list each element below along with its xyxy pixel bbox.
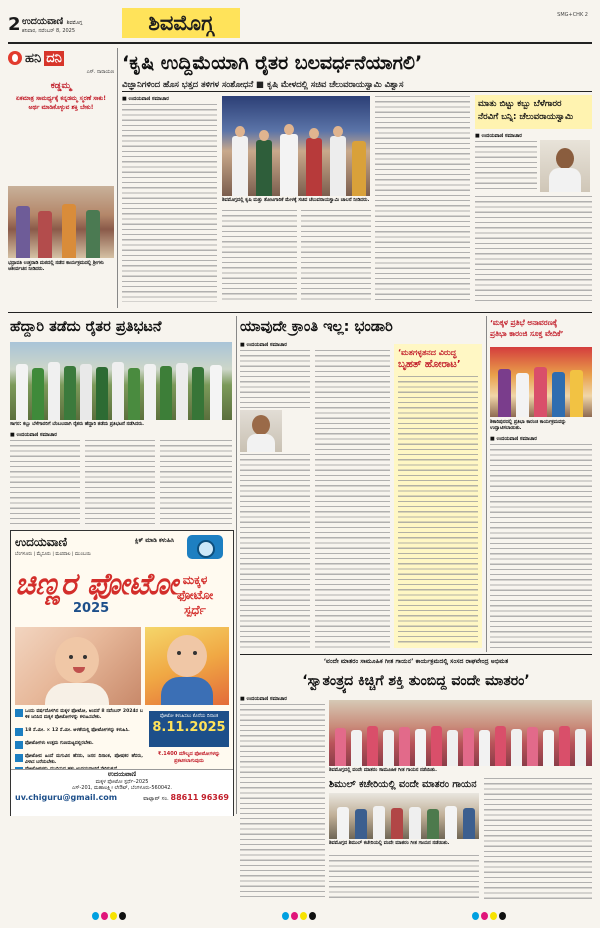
- right-story-text-b: [475, 196, 592, 302]
- edition-banner: [122, 8, 240, 38]
- column-brand-b: ದನಿ: [46, 50, 62, 66]
- section-rule-2: [240, 654, 592, 655]
- lead-subhead: ವಿಜ್ಞಾನಿಗಳಿಂದ ಹೊಸ ಭತ್ತದ ತಳಿಗಳ ಸಂಶೋಧನೆ ■ ಕೃಷಿ ಮೇಳದಲ್ಲಿ ಸಚಿವ ಚೆಲುವರಾಯಸ್ವಾಮಿ ವಿಶ್ವಾಸ: [122, 79, 404, 89]
- vande-text-col3: [484, 778, 592, 899]
- vande-caption-1: ಶಿವಮೊಗ್ಗದಲ್ಲಿ ವಂದೇ ಮಾತರಂ ಸಾಮೂಹಿಕ ಗೀತ ಗಾಯನ ನಡೆಯಿತು.: [329, 768, 437, 773]
- ad-rule-4: ಫೋಟೋದ ಹಿಂದೆ ಮಗುವಿನ ಹೆಸರು, ಜನನ ದಿನಾಂಕ, ಪೋಷಕರ ಹೆಸರು, ವಿಳಾಸ ಬರೆಯಬೇಕು.: [15, 754, 143, 765]
- kranti-portrait: [240, 410, 282, 452]
- column-divider-3: [486, 316, 487, 652]
- protest-text-col2: [85, 440, 155, 524]
- page-date: ಶನಿವಾರ, ನವೆಂಬರ್ 8, 2025: [22, 28, 76, 34]
- vande-caption-2: ಶಿವಮೊಗ್ಗದ ಶಿಮುಲ್ ಕಚೇರಿಯಲ್ಲಿ ವಂದೇ ಮಾತರಂ ಗೀತ ಗಾಯನ ನಡೆಯಿತು.: [329, 841, 450, 846]
- header-rule: [8, 42, 592, 44]
- edition-code: SMG+CHK 2: [557, 12, 588, 18]
- bullet-icon: [15, 728, 23, 736]
- edition-title: ಶಿವಮೊಗ್ಗ: [148, 11, 214, 35]
- kranti-box: [394, 344, 482, 648]
- right-story-byline: ■ ಉದಯವಾಣಿ ಸಮಾಚಾರ: [475, 133, 522, 139]
- vande-kicker: ‘ವಂದೇ ಮಾತರಂ ಸಾಮೂಹಿಕ ಗೀತ ಗಾಯನ’ ಕಾರ್ಯಕ್ರಮದಲ್ಲಿ ಸಂಸದ ರಾಘವೇಂದ್ರ ಅಭಿಮತ: [323, 658, 509, 665]
- page-number: 2: [8, 14, 21, 35]
- protest-headline: ಹೆದ್ದಾರಿ ತಡೆದು ರೈತರ ಪ್ರತಿಭಟನೆ: [10, 319, 162, 335]
- ad-contest-label: ಮಕ್ಕಳ ಫೋಟೋ ಸ್ಪರ್ಧೆ: [176, 573, 214, 617]
- ad-year: 2025: [73, 601, 110, 616]
- masthead: [22, 16, 112, 34]
- column-quote: ಏಕಮಾತ್ರ ಸಾಮರ್ಥ್ಯಕ್ಕೆ ಕನ್ನಡಮ್ಮ ಸ್ಮರಣೆ ಸಾಕು! ಅರ್ಥ ಮಾಡಿಕೊಳ್ಳುವ ಶಕ್ತಿ ಬೇಕು!: [16, 95, 106, 111]
- lead-text-col4: [375, 96, 470, 302]
- ad-baby-photo-2: [145, 627, 229, 705]
- vande-sub-headline: ಶಿಮುಲ್ ಕಚೇರಿಯಲ್ಲಿ ವಂದೇ ಮಾತರಂ ಗಾಯನ: [329, 779, 477, 790]
- drop-icon: [8, 51, 22, 65]
- paper-name: ಉದಯವಾಣಿ ಶಿವಮೊಗ್ಗ: [22, 16, 83, 27]
- right-story-headline-1: ಮಾತು ಬಿಟ್ಟು ಕಬ್ಬು ಬೆಳೆಗಾರರ: [478, 99, 562, 109]
- ad-whatsapp: ವಾಟ್ಸಾಪ್ ಸಂ. 88611 96369: [143, 793, 229, 802]
- ad-rules: [15, 709, 143, 778]
- right-story-headline-2: ನೆರವಿಗೆ ಬನ್ನಿ: ಚೆಲುವರಾಯಸ್ವಾಮಿ: [478, 112, 574, 122]
- lead-text-col3: [301, 210, 371, 302]
- ad-rule-3: ಫೋಟೋಗಳು ಉತ್ತಮ ಗುಣಮಟ್ಟದಲ್ಲಿರಬೇಕು.: [15, 741, 143, 752]
- vande-headline: ‘ಸ್ವಾತಂತ್ರ್ಯದ ಕಿಚ್ಚಿಗೆ ಶಕ್ತಿ ತುಂಬಿದ್ದ ವಂದೇ ಮಾತರಂ’: [302, 673, 530, 689]
- right-story-text-a: [475, 141, 537, 193]
- lead-byline: ■ ಉದಯವಾಣಿ ಸಮಾಚಾರ: [122, 96, 169, 102]
- minister-portrait: [540, 140, 590, 192]
- ad-address: ಉದಯವಾಣಿ ಮಕ್ಕಳ ಫೋಟೋ ಸ್ಪರ್ಧೆ–2025 ಎಸ್-201, ಮಹಾಲಕ್ಷ್ಮೀ ಲೇಔಟ್, ಬೆಂಗಳೂರು-560042. uv.chiguru@gmail.com ವಾಟ್ಸಾಪ್ ಸಂ. 88611 96369: [11, 769, 233, 816]
- ad-tagline: ಬೆಂಗಳೂರು | ಮೈಸೂರು | ಮಣಿಪಾಲ | ಮುಂಬಯಿ: [15, 552, 91, 557]
- vande-text-col2: [329, 855, 479, 899]
- ad-rule-2: 18 ಸೆ.ಮೀ. × 12 ಸೆ.ಮೀ. ಅಳತೆಯಲ್ಲಿ ಫೋಟೋಗಳನ್ನು ಕಳುಹಿಸಿ.: [15, 728, 143, 739]
- lead-text-col1: [122, 104, 217, 302]
- right-col-caption: ಶಿಕಾರಿಪುರದಲ್ಲಿ ಪ್ರತಿಭಾ ಕಾರಂಜಿ ಕಾರ್ಯಕ್ರಮವನ್ನು ಉದ್ಘಾಟಿಸಲಾಯಿತು.: [490, 420, 567, 431]
- right-col-byline: ■ ಉದಯವಾಣಿ ಸಮಾಚಾರ: [490, 436, 537, 442]
- kranti-headline: ಯಾವುದೇ ಕ್ರಾಂತಿ ಇಲ್ಲ: ಭಂಡಾರಿ: [240, 319, 393, 335]
- protest-caption: ಸಾಗರ: ಕಬ್ಬು ಬೆಳೆಗಾರರಿಗೆ ಬೆಂಬಲವಾಗಿ ರೈತರು ಹೆದ್ದಾರಿ ತಡೆದು ಪ್ರತಿಭಟನೆ ನಡೆಸಿದರು.: [10, 422, 144, 427]
- column-name: ಕಡ್ಡಮ್ಮ: [50, 81, 72, 91]
- kranti-box-title-2: ಬೃಹತ್ ಹೋರಾಟ’: [398, 359, 461, 370]
- ad-rule-1: ಒಂದು ವರ್ಷದೊಳಗಿನ ಮಕ್ಕಳ ಫೋಟೋ, ಅಂದರೆ 8 ನವೆಂಬರ್ 2024ರ ಬಳಿಕ ಜನಿಸಿದ ಮಕ್ಕಳ ಫೋಟೋಗಳನ್ನು ಕಳುಹಿಸಬೇಕು.: [15, 709, 143, 726]
- cmyk-swatch: [92, 912, 126, 920]
- right-col-headline: [490, 317, 592, 345]
- right-col-headline-2: ಪ್ರತಿಭಾ ಕಾರಂಜಿ ಸೂಕ್ತ ವೇದಿಕೆ’: [490, 329, 564, 338]
- lead-headline: ‘ಕೃಷಿ ಉದ್ದಿಮೆಯಾಗಿ ರೈತರ ಬಲವರ್ಧನೆಯಾಗಲಿ’: [122, 52, 423, 74]
- side-photo: [8, 186, 114, 258]
- column-divider: [117, 48, 118, 308]
- kranti-text-b: [240, 454, 310, 648]
- lead-photo-caption: ಶಿವಮೊಗ್ಗದಲ್ಲಿ ಕೃಷಿ ಮತ್ತು ತೋಟಗಾರಿಕೆ ಮೇಳಕ್ಕೆ ಸಚಿವ ಚೆಲುವರಾಯಸ್ವಾಮಿ ಚಾಲನೆ ನೀಡಿದರು.: [222, 198, 370, 203]
- vande-photo-1: [329, 700, 592, 766]
- column-brand-a: ಹನಿ: [25, 50, 42, 66]
- lead-rule: [122, 91, 592, 92]
- column-hani-dani: [8, 48, 114, 308]
- column-author: ಎಸ್. ನಾರಾಯಣ: [86, 70, 114, 75]
- ad-last-date-box: [149, 711, 229, 747]
- column-divider-2: [236, 316, 237, 814]
- section-rule-1: [8, 312, 592, 313]
- vande-text-col1b: [240, 818, 325, 899]
- bullet-icon: [15, 754, 23, 762]
- right-col-text: [490, 444, 592, 648]
- kranti-box-text: [398, 376, 478, 644]
- ad-last-date: 8.11.2025: [152, 720, 226, 735]
- vande-photo-2: [329, 793, 479, 839]
- right-story-headline-box: [475, 95, 592, 129]
- camera-icon: [187, 535, 223, 559]
- ad-email[interactable]: uv.chiguru@gmail.com: [15, 793, 118, 802]
- photo-contest-ad: [10, 530, 234, 816]
- ad-brand: ಉದಯವಾಣಿ: [15, 535, 68, 549]
- bullet-icon: [15, 741, 23, 749]
- ad-baby-photo: [15, 627, 141, 705]
- cmyk-swatch: [472, 912, 506, 920]
- print-registration-strip: [0, 908, 600, 928]
- side-photo-caption: ಭದ್ರಾವತಿ ಉತ್ತರಾಡಿ ಮಠದಲ್ಲಿ ನಡೆದ ಕಾರ್ಯಕ್ರಮದಲ್ಲಿ ಶ್ರೀಗಳು ಆಶೀರ್ವಚನ ನೀಡಿದರು.: [8, 261, 104, 272]
- vande-text-col1: [240, 704, 325, 814]
- ad-click-text: ಕ್ಲಿಕ್ ಮಾಡಿ ಕಳುಹಿಸಿ: [135, 537, 175, 544]
- lead-text-col2: [222, 210, 297, 302]
- right-col-photo: [490, 347, 592, 417]
- kranti-byline: ■ ಉದಯವಾಣಿ ಸಮಾಚಾರ: [240, 342, 287, 348]
- protest-text-col3: [160, 440, 232, 524]
- ad-last-date-label: ಫೋಟೋ ಕಳುಹಿಸಲು ಕೊನೆಯ ದಿನಾಂಕ: [159, 714, 219, 719]
- protest-text-col1: [10, 440, 80, 524]
- lead-photo: [222, 96, 370, 196]
- right-col-headline-1: ‘ಮಕ್ಕಳ ಪ್ರತಿಭೆ ಅನಾವರಣಕ್ಕೆ: [490, 318, 558, 327]
- ad-prize-note: ₹.1400 ಮೌಲ್ಯದ ಫೋಟೋಗಳನ್ನು ಪ್ರಕಟಿಸಲಾಗುವುದು: [157, 751, 221, 764]
- bullet-icon: [15, 709, 23, 717]
- ad-title: ಚಿಣ್ಣರ ಫೋಟೋ: [15, 567, 178, 602]
- kranti-text-c: [315, 350, 390, 648]
- kranti-text-a: [240, 350, 310, 408]
- kranti-box-title-1: ‘ಮತಗಳ್ಳತನದ ವಿರುದ್ಧ: [398, 348, 457, 357]
- cmyk-swatch: [282, 912, 316, 920]
- protest-byline: ■ ಉದಯವಾಣಿ ಸಮಾಚಾರ: [10, 432, 57, 438]
- protest-photo: [10, 342, 232, 420]
- vande-byline: ■ ಉದಯವಾಣಿ ಸಮಾಚಾರ: [240, 696, 287, 702]
